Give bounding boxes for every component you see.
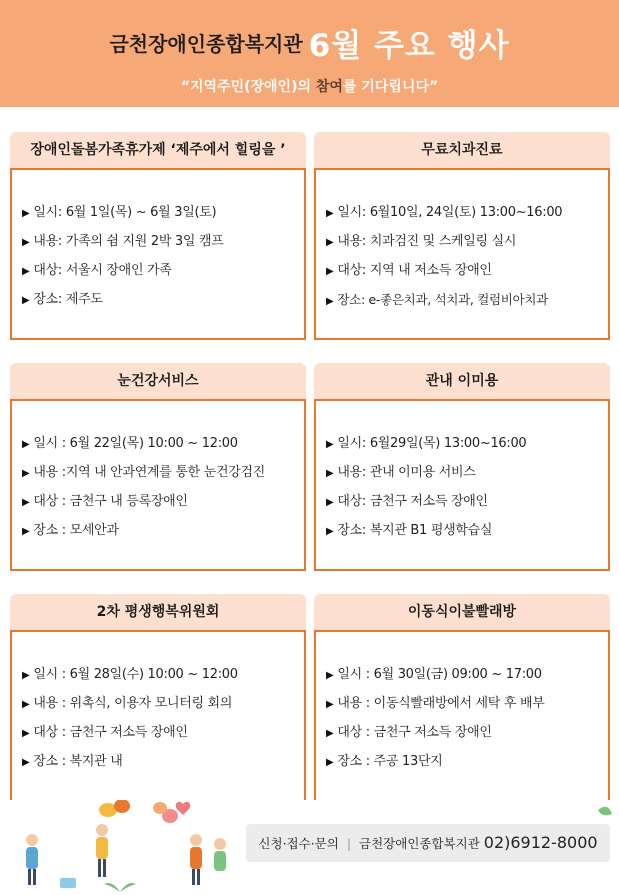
contact-separator: |: [346, 836, 352, 851]
event-detail-item: ▶ 대상: 지역 내 저소득 장애인: [326, 263, 492, 278]
contact-phone: 02)6912-8000: [483, 833, 598, 852]
arrow-right-icon: ▶: [22, 295, 30, 306]
arrow-right-icon: ▶: [22, 266, 30, 277]
subtitle: [0, 76, 619, 96]
event-detail-item: ▶ 내용 : 이동식빨래방에서 세탁 후 배부: [326, 696, 545, 711]
arrow-right-icon: ▶: [326, 497, 334, 508]
event-detail-item: ▶ 대상: 서울시 장애인 가족: [22, 263, 172, 278]
arrow-right-icon: ▶: [326, 526, 334, 537]
page-title: [0, 20, 619, 65]
event-detail-item: ▶ 내용: 관내 이미용 서비스: [326, 465, 476, 480]
contact-label: 신청·접수·문의: [258, 836, 339, 851]
event-detail-item: ▶ 장소: 복지관 B1 평생학습실: [326, 523, 493, 538]
arrow-right-icon: ▶: [326, 439, 334, 450]
contact-bar: [246, 824, 610, 862]
arrow-right-icon: ▶: [326, 296, 334, 307]
event-title: 눈건강서비스: [10, 363, 306, 399]
event-detail-item: ▶ 일시 : 6월 30일(금) 09:00 ~ 17:00: [326, 667, 542, 682]
arrow-right-icon: ▶: [22, 728, 30, 739]
people-illustration: [0, 800, 250, 895]
contact-org: 금천장애인종합복지관: [359, 836, 480, 851]
event-detail-item: ▶ 대상: 금천구 저소득 장애인: [326, 494, 488, 509]
arrow-right-icon: ▶: [22, 497, 30, 508]
event-detail-item: ▶ 일시 : 6월 22일(목) 10:00 ~ 12:00: [22, 436, 238, 451]
footer: [0, 800, 619, 895]
plant-icon: [60, 878, 136, 892]
arrow-right-icon: ▶: [22, 468, 30, 479]
arrow-right-icon: ▶: [22, 699, 30, 710]
event-detail-item: ▶ 내용 : 위촉식, 이용자 모니터링 회의: [22, 696, 233, 711]
event-details: [10, 630, 306, 802]
event-title: 관내 이미용: [314, 363, 610, 399]
arrow-right-icon: ▶: [326, 208, 334, 219]
event-detail-item: ▶ 일시: 6월29일(목) 13:00~16:00: [326, 436, 527, 451]
event-details: [314, 399, 610, 571]
arrow-right-icon: ▶: [326, 670, 334, 681]
title-org: 금천장애인종합복지관: [109, 32, 303, 56]
event-detail-item: ▶ 일시: 6월 1일(목) ~ 6월 3일(토): [22, 205, 217, 220]
event-detail-item: ▶ 장소: 제주도: [22, 292, 103, 307]
person-icon: [26, 824, 226, 885]
arrow-right-icon: ▶: [22, 237, 30, 248]
event-detail-item: ▶ 장소 : 모세안과: [22, 523, 119, 538]
event-detail-item: ▶ 대상 : 금천구 저소득 장애인: [22, 725, 188, 740]
event-detail-item: ▶ 일시: 6월10일, 24일(토) 13:00~16:00: [326, 205, 563, 220]
arrow-right-icon: ▶: [326, 699, 334, 710]
arrow-right-icon: ▶: [326, 468, 334, 479]
event-detail-item: ▶ 대상 : 금천구 저소득 장애인: [326, 725, 492, 740]
event-title: 2차 평생행복위원회: [10, 594, 306, 630]
subtitle-pre: “지역주민(장애인)의: [180, 79, 316, 95]
event-detail-item: ▶ 내용: 치과검진 및 스케일링 실시: [326, 234, 517, 249]
subtitle-highlight: 참여: [315, 79, 343, 95]
event-detail-item: ▶ 장소 : 복지관 내: [22, 754, 123, 769]
arrow-right-icon: ▶: [326, 757, 334, 768]
subtitle-post: 를 기다립니다”: [342, 79, 439, 95]
event-detail-item: ▶ 내용 :지역 내 안과연계를 통한 눈건강검진: [22, 465, 266, 480]
arrow-right-icon: ▶: [22, 757, 30, 768]
event-title: 장애인돌봄가족휴가제 ‘제주에서 힐링을 ’: [10, 132, 306, 168]
event-details: [10, 399, 306, 571]
event-detail-item: ▶ 장소 : 주공 13단지: [326, 754, 443, 769]
event-title: 이동식이불빨래방: [314, 594, 610, 630]
event-detail-item: ▶ 내용: 가족의 쉼 지원 2박 3일 캠프: [22, 234, 224, 249]
balloon-icon: [99, 800, 190, 823]
event-details: [314, 168, 610, 340]
arrow-right-icon: ▶: [22, 526, 30, 537]
event-detail-item: ▶ 일시 : 6월 28일(수) 10:00 ~ 12:00: [22, 667, 238, 682]
event-details: [314, 630, 610, 802]
arrow-right-icon: ▶: [22, 439, 30, 450]
event-title: 무료치과진료: [314, 132, 610, 168]
arrow-right-icon: ▶: [326, 237, 334, 248]
arrow-right-icon: ▶: [326, 728, 334, 739]
arrow-right-icon: ▶: [326, 266, 334, 277]
title-main: 6월 주요 행사: [308, 28, 510, 64]
arrow-right-icon: ▶: [22, 670, 30, 681]
event-detail-item: ▶ 대상 : 금천구 내 등록장애인: [22, 494, 188, 509]
event-details: [10, 168, 306, 340]
header-banner: [0, 0, 619, 107]
arrow-right-icon: ▶: [22, 208, 30, 219]
event-detail-item: ▶ 장소: e-좋은치과, 석치과, 컬럼비아치과: [326, 292, 548, 307]
